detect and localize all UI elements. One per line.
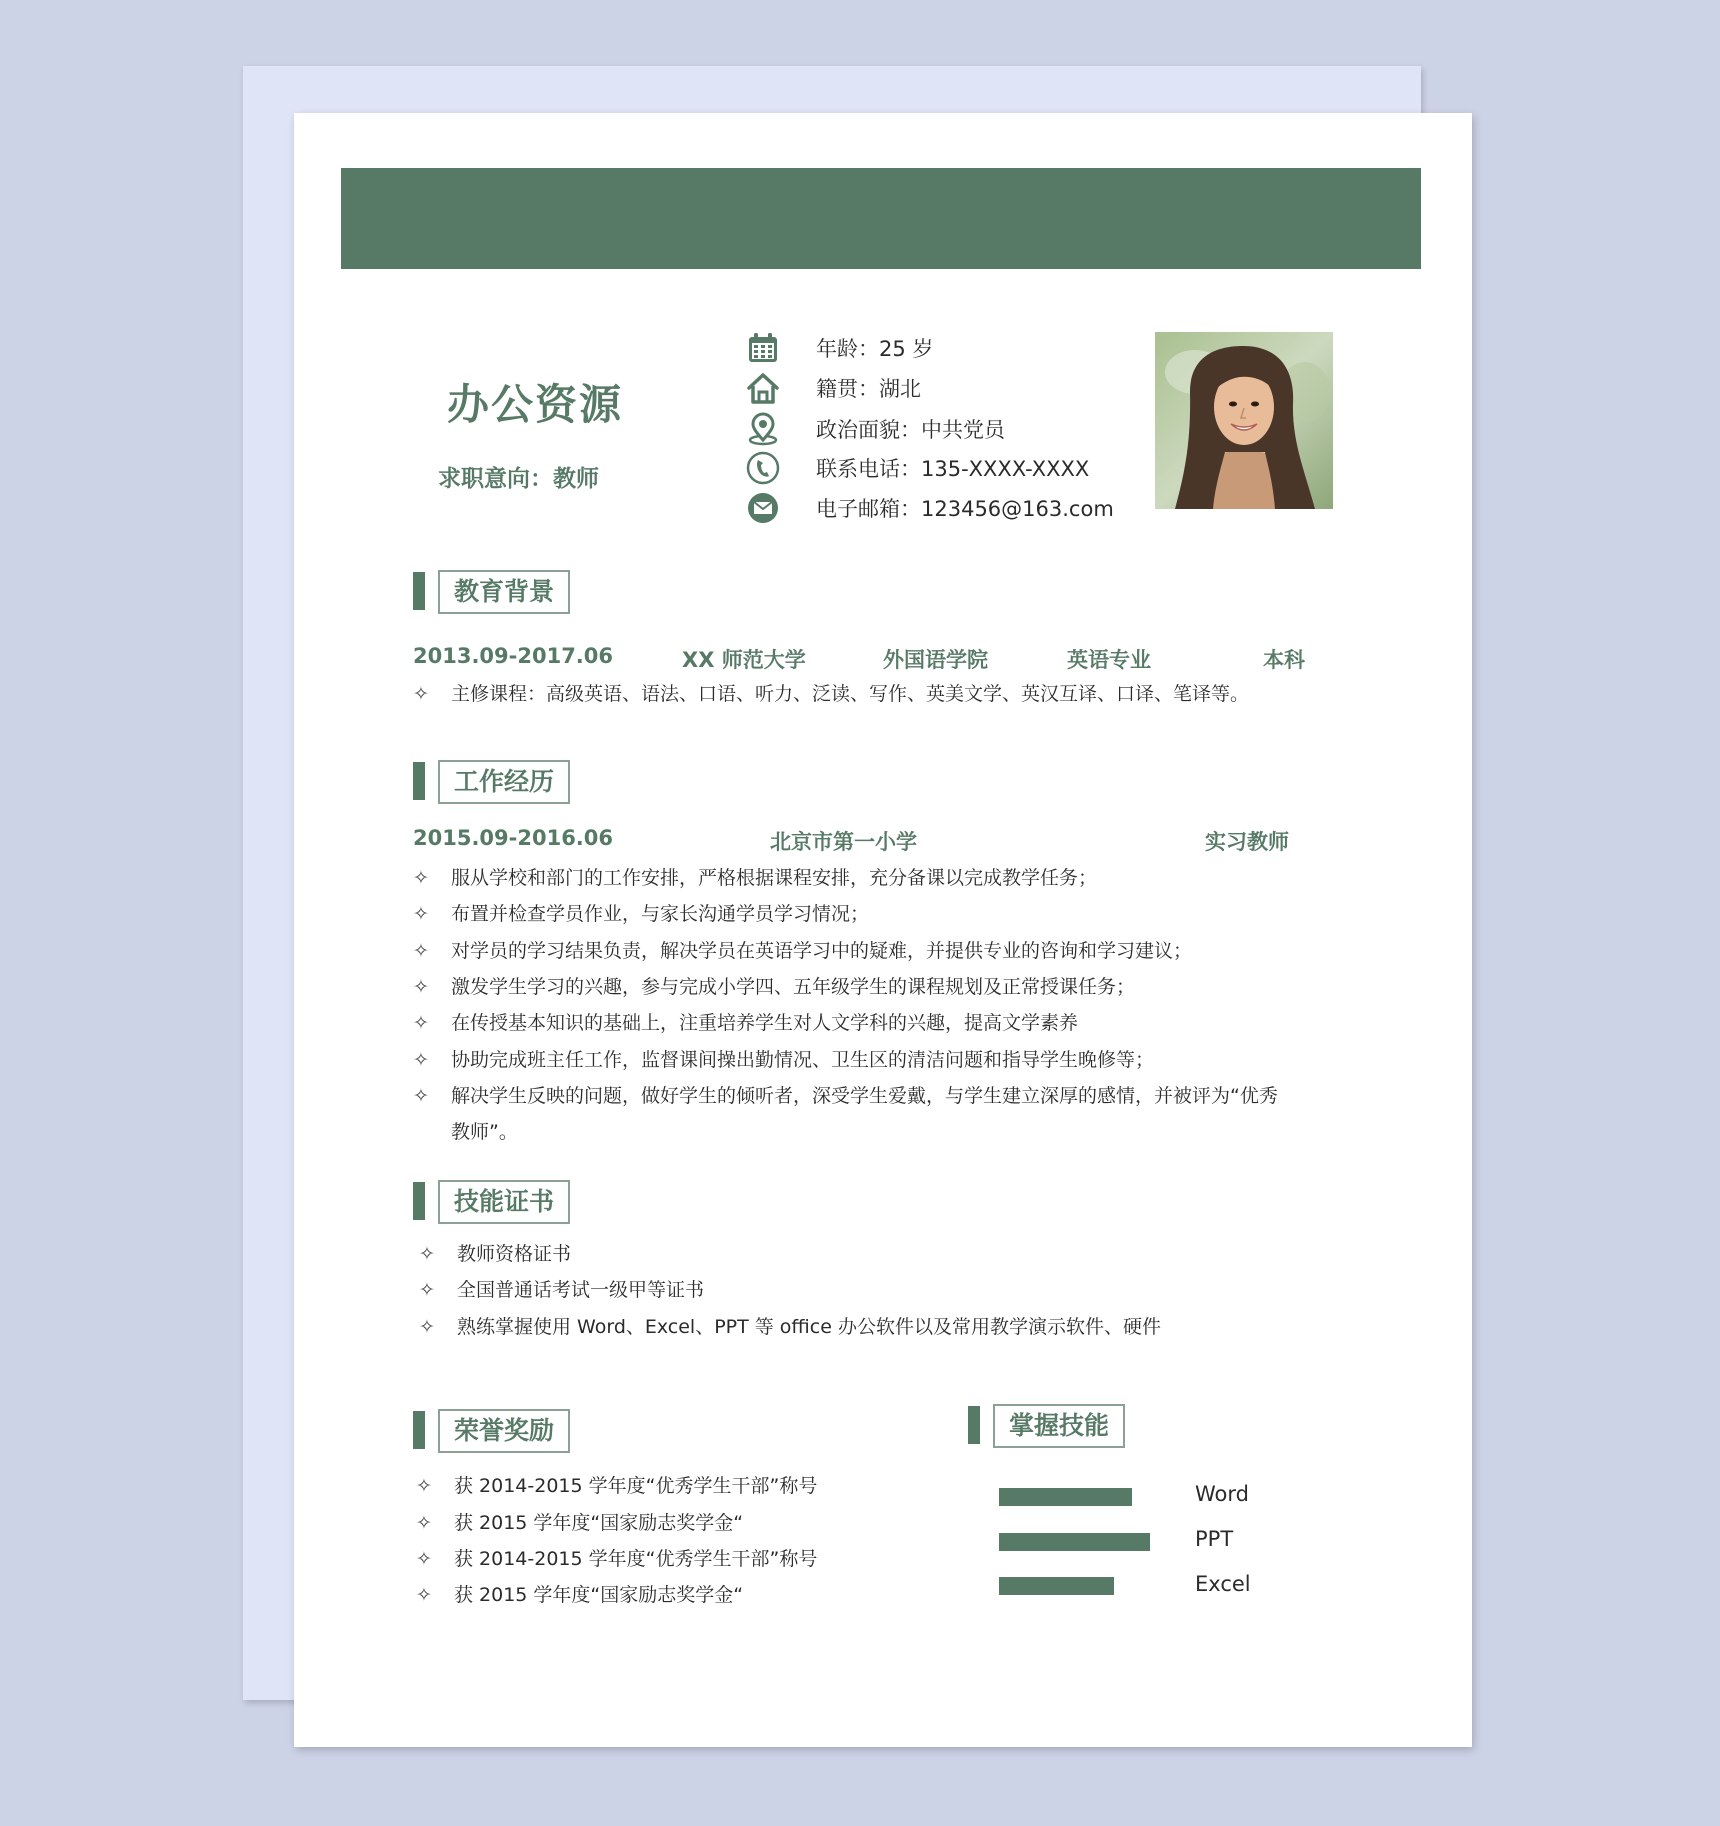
work-company: 北京市第一小学 [770,830,917,854]
skill-label-ppt: PPT [1195,1527,1234,1551]
candidate-name: 办公资源 [447,380,624,429]
work-position: 实习教师 [1205,830,1289,854]
bullet-icon: ✧ [419,1243,435,1265]
info-hometown-text: 籍贯：湖北 [816,377,921,401]
work-item [413,937,1192,965]
work-item-text: 对学员的学习结果负责，解决学员在英语学习中的疑难，并提供专业的咨询和学习建议； [451,940,1193,962]
bullet-icon: ✧ [413,1049,429,1071]
mail-icon [746,491,780,525]
honor-text: 获 2014-2015 学年度“优秀学生干部”称号 [454,1475,818,1497]
section-marker [413,1182,425,1220]
header-banner [341,168,1421,269]
calendar-icon [746,331,780,365]
edu-degree: 本科 [1263,648,1305,672]
section-marker [413,572,425,610]
edu-major: 英语专业 [1067,648,1151,672]
info-hometown [746,368,921,408]
info-email [746,488,1114,528]
work-item [413,900,869,928]
info-email-text: 电子邮箱：123456@163.com [816,497,1114,521]
section-marker [968,1406,980,1444]
bullet-icon: ✧ [416,1512,432,1534]
bullet-icon: ✧ [416,1548,432,1570]
skills-section-title: 掌握技能 [993,1404,1125,1448]
work-item [413,864,1097,892]
phone-icon [746,451,780,485]
honor-item [416,1472,817,1500]
work-item-text: 激发学生学习的兴趣，参与完成小学四、五年级学生的课程规划及正常授课任务； [451,976,1136,998]
honor-text: 获 2014-2015 学年度“优秀学生干部”称号 [454,1548,818,1570]
certificate-text: 教师资格证书 [457,1243,572,1265]
bullet-icon: ✧ [413,976,429,998]
skill-bar-word [999,1488,1132,1506]
info-age [746,328,933,368]
profile-photo [1155,332,1333,509]
bullet-icon: ✧ [413,903,429,925]
bullet-icon: ✧ [419,1279,435,1301]
edu-courses-text: 主修课程：高级英语、语法、口语、听力、泛读、写作、英美文学、英汉互译、口译、笔译等。 [451,683,1250,705]
edu-school: XX 师范大学 [682,648,806,672]
work-item-text: 协助完成班主任工作，监督课间操出勤情况、卫生区的清洁问题和指导学生晚修等； [451,1049,1155,1071]
bullet-icon: ✧ [413,867,429,889]
section-marker [413,1411,425,1449]
honors-section-title: 荣誉奖励 [438,1409,570,1453]
work-item [413,973,1135,1001]
info-political [746,409,1005,449]
edu-courses [413,680,1249,708]
work-item [413,1009,1078,1037]
work-section-title: 工作经历 [438,760,570,804]
certificate-text: 熟练掌握使用 Word、Excel、PPT 等 office 办公软件以及常用教学演示软件、硬件 [457,1316,1161,1338]
honor-text: 获 2015 学年度“国家励志奖学金“ [454,1512,744,1534]
info-phone [746,448,1089,488]
certificate-text: 全国普通话考试一级甲等证书 [457,1279,705,1301]
work-period: 2015.09-2016.06 [413,826,614,850]
skill-bar-ppt [999,1533,1150,1551]
work-item-text: 解决学生反映的问题，做好学生的倾听者，深受学生爱戴，与学生建立深厚的感情，并被评为“优秀 [451,1085,1278,1107]
honor-item [416,1581,743,1609]
honor-item [416,1509,743,1537]
bullet-icon: ✧ [416,1584,432,1606]
edu-period: 2013.09-2017.06 [413,644,614,668]
honor-text: 获 2015 学年度“国家励志奖学金“ [454,1584,744,1606]
work-item-text: 服从学校和部门的工作安排，严格根据课程安排，充分备课以完成教学任务； [451,867,1098,889]
bullet-icon: ✧ [413,1012,429,1034]
work-item-continuation: 教师”。 [451,1121,518,1143]
work-row [413,826,1313,854]
education-section-title: 教育背景 [438,570,570,614]
section-marker [413,762,425,800]
honor-item [416,1545,817,1573]
edu-college: 外国语学院 [883,648,988,672]
work-item [413,1046,1154,1074]
bullet-icon: ✧ [413,940,429,962]
info-age-text: 年龄：25 岁 [816,337,934,361]
certificate-item [419,1240,571,1268]
skill-bar-excel [999,1577,1114,1595]
work-item-text: 在传授基本知识的基础上，注重培养学生对人文学科的兴趣，提高文学素养 [451,1012,1079,1034]
info-phone-text: 联系电话：135-XXXX-XXXX [816,457,1090,481]
work-item [413,1082,1278,1110]
bullet-icon: ✧ [413,683,429,705]
education-row [413,644,1313,672]
certificates-section-title: 技能证书 [438,1180,570,1224]
certificate-item [419,1313,1161,1341]
bullet-icon: ✧ [416,1475,432,1497]
certificate-item [419,1276,704,1304]
bullet-icon: ✧ [413,1085,429,1107]
location-pin-icon [746,412,780,446]
home-icon [746,371,780,405]
skill-label-excel: Excel [1195,1572,1251,1596]
bullet-icon: ✧ [419,1316,435,1338]
skill-label-word: Word [1195,1482,1249,1506]
work-item-text: 布置并检查学员作业，与家长沟通学员学习情况； [451,903,870,925]
job-intent: 求职意向：教师 [438,466,599,492]
info-political-text: 政治面貌：中共党员 [816,418,1005,442]
